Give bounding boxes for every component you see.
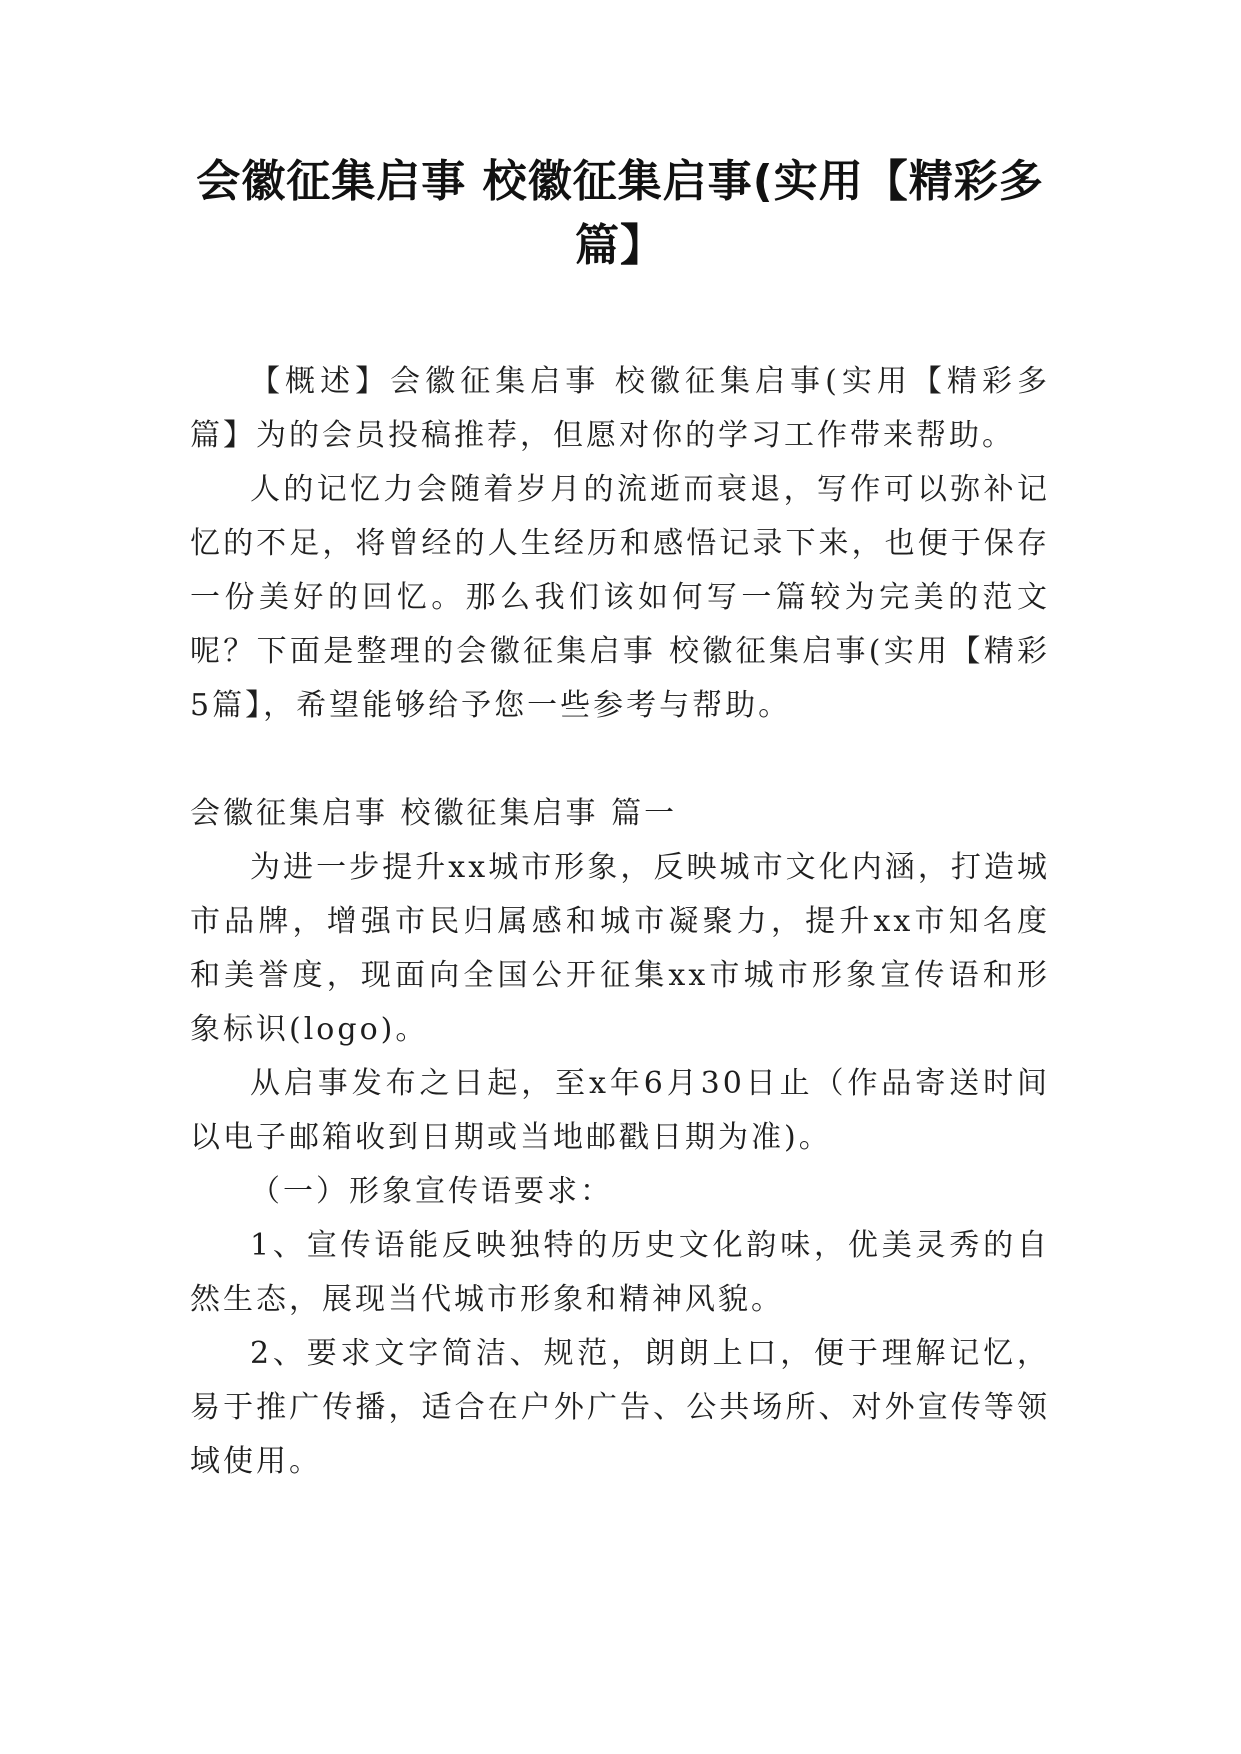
document-title: 会徽征集启事 校徽征集启事(实用【精彩多篇】 bbox=[196, 156, 1044, 271]
section-heading: 会徽征集启事 校徽征集启事 篇一 bbox=[190, 796, 678, 831]
intro-paragraph-summary: 【概述】会徽征集启事 校徽征集启事(实用【精彩多篇】为的会员投稿推荐，但愿对你的学习工作带来帮助。 bbox=[190, 364, 1050, 453]
document-body bbox=[190, 355, 1050, 1489]
section-list-item-1: 1、宣传语能反映独特的历史文化韵味，优美灵秀的自然生态，展现当代城市形象和精神风貌。 bbox=[190, 1228, 1050, 1317]
intro-paragraph-preface: 人的记忆力会随着岁月的流逝而衰退，写作可以弥补记忆的不足，将曾经的人生经历和感悟记录下来，也便于保存一份美好的回忆。那么我们该如何写一篇较为完美的范文呢？下面是整理的会徽征集启事 校徽征集启事(实用【精彩5篇】，希望能够给予您一些参考与帮助。 bbox=[190, 472, 1050, 723]
section-paragraph-deadline: 从启事发布之日起，至x年6月30日止（作品寄送时间以电子邮箱收到日期或当地邮戳日期为准)。 bbox=[190, 1066, 1050, 1155]
section-subheading-slogan-requirements: （一）形象宣传语要求： bbox=[250, 1174, 613, 1209]
section-paragraph-purpose: 为进一步提升xx城市形象，反映城市文化内涵，打造城市品牌，增强市民归属感和城市凝聚力，提升xx市知名度和美誉度，现面向全国公开征集xx市城市形象宣传语和形象标识(logo)。 bbox=[190, 850, 1050, 1047]
paragraph-spacer bbox=[190, 733, 1050, 787]
section-list-item-2: 2、要求文字简洁、规范，朗朗上口，便于理解记忆，易于推广传播，适合在户外广告、公共场所、对外宣传等领域使用。 bbox=[190, 1336, 1050, 1479]
